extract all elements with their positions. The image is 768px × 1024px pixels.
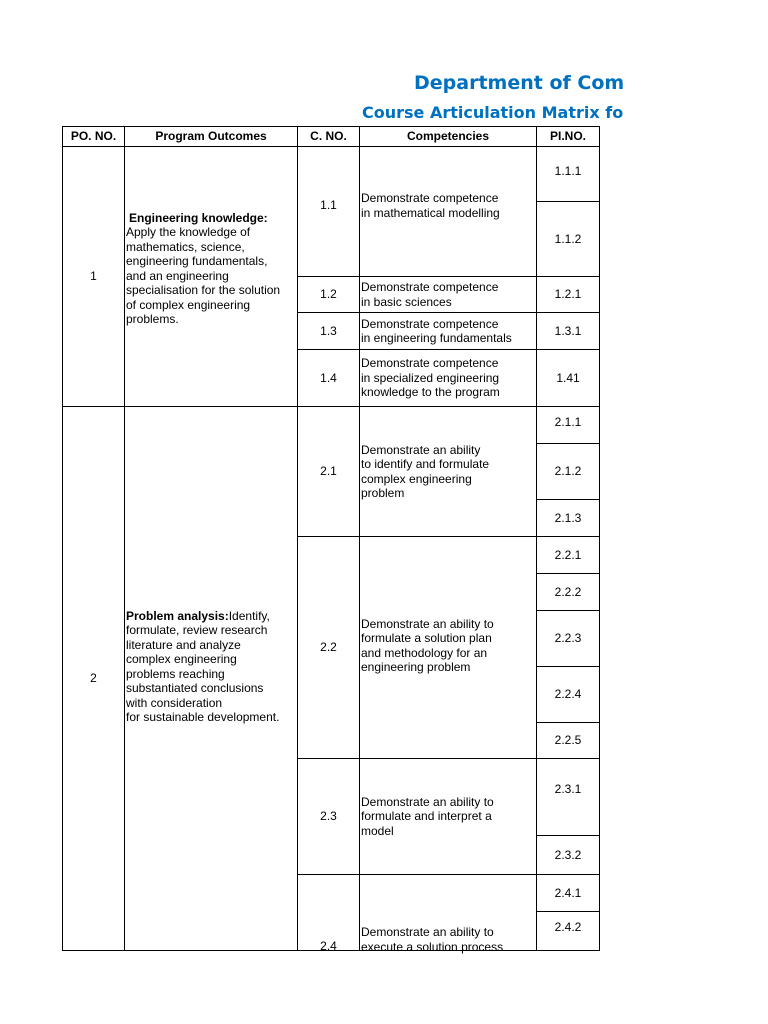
- pi-number: 2.3.1: [536, 758, 600, 836]
- page-header: [0, 60, 625, 130]
- competency-number-cell: [297, 874, 360, 951]
- competency-number: 2.4: [320, 939, 337, 953]
- col-header-program-outcomes: Program Outcomes: [124, 126, 298, 147]
- competency-number: 2.1: [297, 406, 360, 537]
- pi-number: 1.1.2: [536, 201, 600, 277]
- pi-number: 1.3.1: [536, 312, 600, 350]
- pi-number: 1.1.1: [536, 146, 600, 202]
- pi-number: 1.2.1: [536, 276, 600, 313]
- competency-text: Demonstrate an ability to execute a solution process: [361, 925, 504, 954]
- pi-number: 2.1.2: [536, 443, 600, 500]
- program-outcome-cell: [124, 146, 298, 407]
- competency-text: Demonstrate an ability to identify and formulate complex engineering problem: [359, 406, 537, 537]
- competency-number: 2.3: [297, 758, 360, 875]
- competency-number: 1.3: [297, 312, 360, 350]
- po-description: Apply the knowledge of mathematics, science, engineering fundamentals, and an engineering specialisation for the solution of complex engineering problems.: [126, 225, 281, 326]
- competency-text: Demonstrate competence in engineering fundamentals: [359, 312, 537, 350]
- po-number: 2: [62, 406, 125, 951]
- pi-number: 2.1.3: [536, 499, 600, 537]
- matrix-subtitle: Course Articulation Matrix fo: [362, 103, 624, 122]
- department-title: Department of Com: [414, 72, 625, 94]
- pi-number: 2.2.4: [536, 666, 600, 723]
- pi-number: 2.1.1: [536, 406, 600, 444]
- competency-text: Demonstrate competence in basic sciences: [359, 276, 537, 313]
- program-outcome-cell: [124, 406, 298, 951]
- po-description: formulate, review research literature and analyze complex engineering problems reaching substantiated conclusions with consideration for sustainable development.: [126, 623, 280, 724]
- col-header-competencies: Competencies: [359, 126, 537, 147]
- competency-text-cell: [359, 874, 537, 954]
- pi-number: 2.4.1: [536, 874, 600, 912]
- po-number: 1: [62, 146, 125, 407]
- competency-number: 1.1: [297, 146, 360, 277]
- pi-number: 2.4.2: [536, 911, 600, 951]
- pi-number: 2.2.1: [536, 536, 600, 574]
- pi-number: 2.3.2: [536, 835, 600, 875]
- competency-text: Demonstrate competence in mathematical modelling: [359, 146, 537, 277]
- competency-number: 1.4: [297, 349, 360, 407]
- po-title: Problem analysis:: [126, 608, 229, 623]
- articulation-table: [62, 126, 600, 954]
- po-description-start: Identify,: [228, 608, 270, 623]
- col-header-po-no: PO. NO.: [62, 126, 125, 147]
- col-header-pi-no: PI.NO.: [536, 126, 600, 147]
- competency-text: Demonstrate an ability to formulate a solution plan and methodology for an engineering problem: [359, 536, 537, 759]
- pi-number: 2.2.3: [536, 610, 600, 667]
- pi-number: 2.2.5: [536, 722, 600, 759]
- competency-text: Demonstrate an ability to formulate and interpret a model: [359, 758, 537, 875]
- pi-number: 1.41: [536, 349, 600, 407]
- col-header-c-no: C. NO.: [297, 126, 360, 147]
- competency-number: 2.2: [297, 536, 360, 759]
- competency-number: 1.2: [297, 276, 360, 313]
- po-title: Engineering knowledge:: [129, 210, 268, 225]
- pi-number: 2.2.2: [536, 573, 600, 611]
- competency-text: Demonstrate competence in specialized engineering knowledge to the program: [359, 349, 537, 407]
